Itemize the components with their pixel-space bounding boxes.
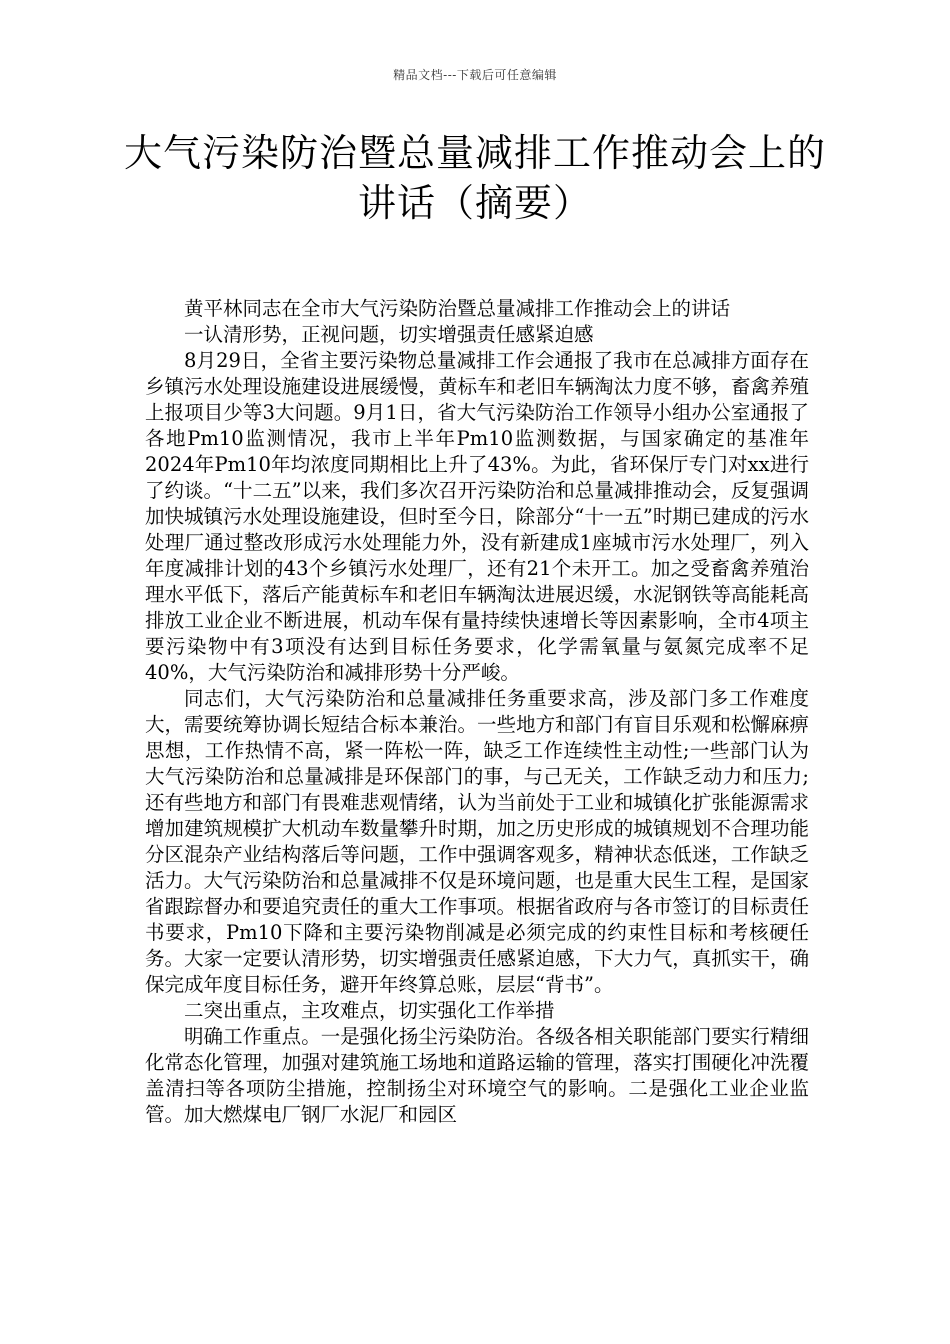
paragraph: 黄平林同志在全市大气污染防治暨总量减排工作推动会上的讲话 [184,297,731,320]
paragraph: 同志们，大气污染防治和总量减排任务重要求高，涉及部门多工作难度大，需要统筹协调长短结合标本兼治。一些地方和部门有盲目乐观和松懈麻痹思想，工作热情不高，紧一阵松一阵，缺乏工作连续性主动性;一些部门认为大气污染防治和总量减排是环保部门的事，与己无关，工作缺乏动力和压力;还有些地方和部门有畏难悲观情绪，认为当前处于工业和城镇化扩张能源需求增加建筑规模扩大机动车数量攀升时期，加之历史形成的城镇规划不合理功能分区混杂产业结构落后等问题，工作中强调客观多，精神状态低迷，工作缺乏活力。大气污染防治和总量减排不仅是环境问题，也是重大民生工程，是国家省跟踪督办和要追究责任的重大工作事项。根据省政府与各市签订的目标责任书要求，Pm10下降和主要污染物削减是必须完成的约束性目标和考核硬任务。大家一定要认清形势，切实增强责任感紧迫感，下大力气，真抓实干，确保完成年度目标任务，避开年终算总账，层层“背书”。 [145,687,809,996]
paragraph: 明确工作重点。一是强化扬尘污染防治。各级各相关职能部门要实行精细化常态化管理，加强对建筑施工场地和道路运输的管理，落实打围硬化冲洗覆盖清扫等各项防尘措施，控制扬尘对环境空气的影响。二是强化工业企业监管。加大燃煤电厂钢厂水泥厂和园区 [145,1025,809,1126]
document-body [145,296,809,1128]
header-note: 精品文档---下载后可任意编辑 [393,68,557,82]
section-heading: 一认清形势，正视问题，切实增强责任感紧迫感 [184,323,594,346]
paragraph: 8月29日，全省主要污染物总量减排工作会通报了我市在总减排方面存在乡镇污水处理设施建设进展缓慢，黄标车和老旧车辆淘汰力度不够，畜禽养殖上报项目少等3大问题。9月1日，省大气污染防治工作领导小组办公室通报了各地Pm10监测情况，我市上半年Pm10监测数据，与国家确定的基准年2024年Pm10年均浓度同期相比上升了43%。为此，省环保厅专门对xx进行了约谈。“十二五”以来，我们多次召开污染防治和总量减排推动会，反复强调加快城镇污水处理设施建设，但时至今日，除部分“十一五”时期已建成的污水处理厂通过整改形成污水处理能力外，没有新建成1座城市污水处理厂，列入年度减排计划的43个乡镇污水处理厂，还有21个未开工。加之受畜禽养殖治理水平低下，落后产能黄标车和老旧车辆淘汰进展迟缓，水泥钢铁等高能耗高排放工业企业不断进展，机动车保有量持续快速增长等因素影响，全市4项主要污染物中有3项没有达到目标任务要求，化学需氧量与氨氮完成率不足40%，大气污染防治和减排形势十分严峻。 [145,349,809,684]
document-title: 大气污染防治暨总量减排工作推动会上的讲话（摘要） [123,131,826,225]
section-heading: 二突出重点，主攻难点，切实强化工作举措 [184,999,555,1022]
